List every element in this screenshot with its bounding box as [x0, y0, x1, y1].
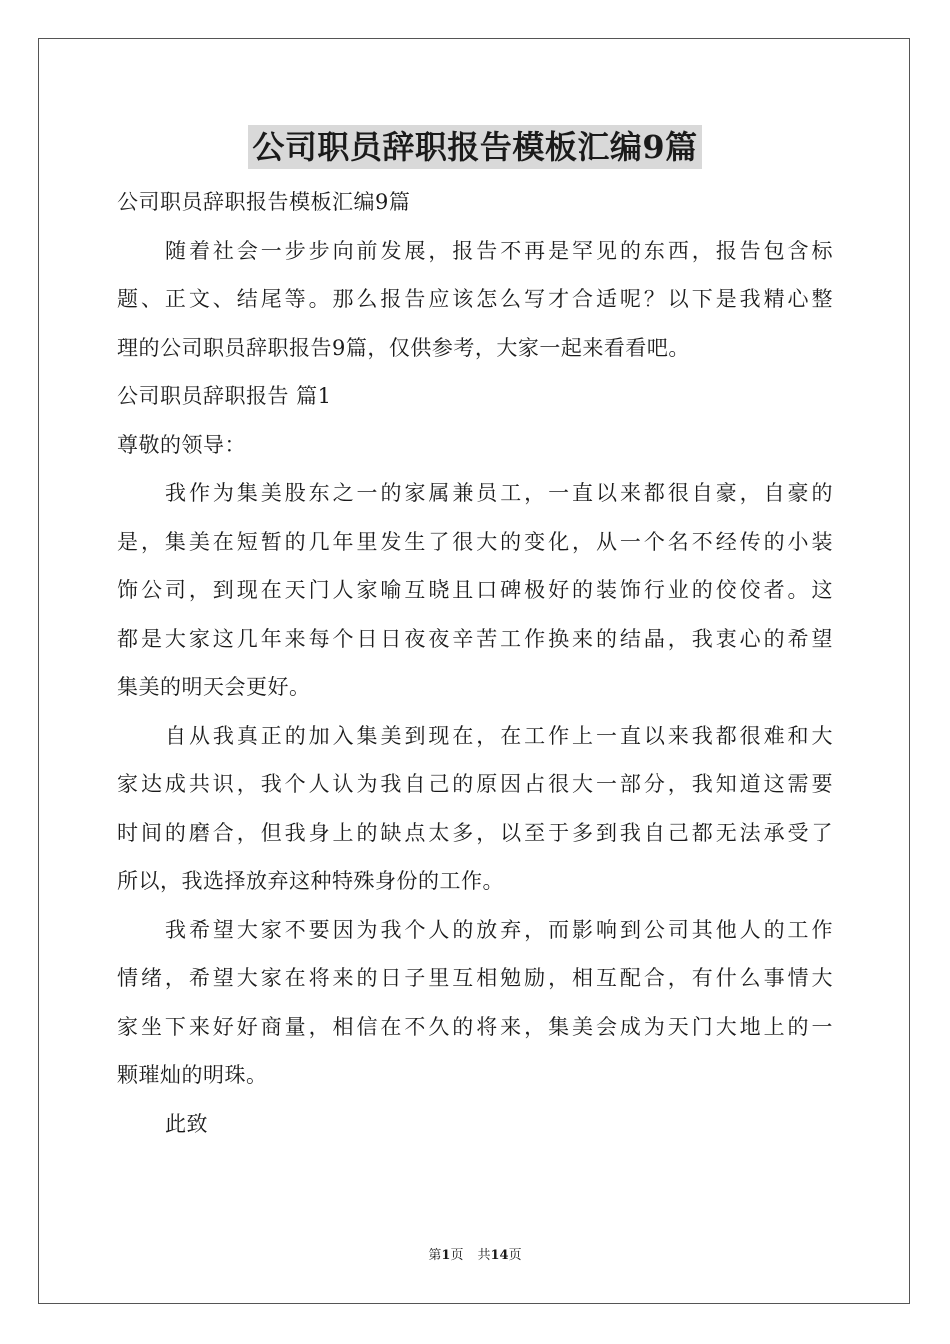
footer-total-suffix: 页 [508, 1248, 522, 1263]
text-line: 此致 [165, 1111, 208, 1136]
document-body [117, 178, 833, 1148]
page-footer [0, 1247, 950, 1265]
footer-page-prefix: 第 [428, 1248, 442, 1263]
text-line: 自从我真正的加入集美到现在，在工作上一直以来我都很难和大 [165, 723, 833, 748]
footer-total-prefix: 共 [477, 1248, 491, 1263]
text-line: 家坐下来好好商量，相信在不久的将来，集美会成为天门大地上的一 [117, 1014, 833, 1039]
text-line: 家达成共识，我个人认为我自己的原因占很大一部分，我知道这需要 [117, 772, 833, 796]
text-line: 公司职员辞职报告 篇1 [117, 384, 332, 408]
text-line: 我希望大家不要因为我个人的放弃，而影响到公司其他人的工作 [165, 917, 833, 942]
text-line: 理的公司职员辞职报告9篇，仅供参考，大家一起来看看吧。 [117, 335, 690, 360]
text-line: 是，集美在短暂的几年里发生了很大的变化，从一个名不经传的小装 [117, 529, 833, 554]
text-line: 饰公司，到现在天门人家喻互晓且口碑极好的装饰行业的佼佼者。这 [117, 578, 833, 602]
text-line: 我作为集美股东之一的家属兼员工，一直以来都很自豪，自豪的 [165, 481, 833, 505]
text-line: 情绪，希望大家在将来的日子里互相勉励，相互配合，有什么事情大 [117, 966, 833, 990]
footer-total-pages: 14 [490, 1248, 509, 1263]
text-line: 所以，我选择放弃这种特殊身份的工作。 [117, 869, 504, 893]
text-line: 题、正文、结尾等。那么报告应该怎么写才合适呢？以下是我精心整 [117, 287, 833, 311]
text-line: 公司职员辞职报告模板汇编9篇 [117, 190, 411, 214]
text-line: 都是大家这几年来每个日日夜夜辛苦工作换来的结晶，我衷心的希望 [117, 626, 833, 651]
footer-page-suffix: 页 [450, 1248, 464, 1263]
text-line: 颗璀灿的明珠。 [117, 1063, 268, 1087]
text-line: 集美的明天会更好。 [117, 675, 311, 699]
text-line: 随着社会一步步向前发展，报告不再是罕见的东西，报告包含标 [165, 238, 833, 263]
title-container [0, 125, 950, 169]
text-line: 时间的磨合，但我身上的缺点太多，以至于多到我自己都无法承受了 [117, 820, 833, 845]
text-line: 尊敬的领导： [117, 432, 246, 457]
document-title: 公司职员辞职报告模板汇编9篇 [248, 125, 701, 169]
footer-page-number: 1 [441, 1248, 451, 1263]
